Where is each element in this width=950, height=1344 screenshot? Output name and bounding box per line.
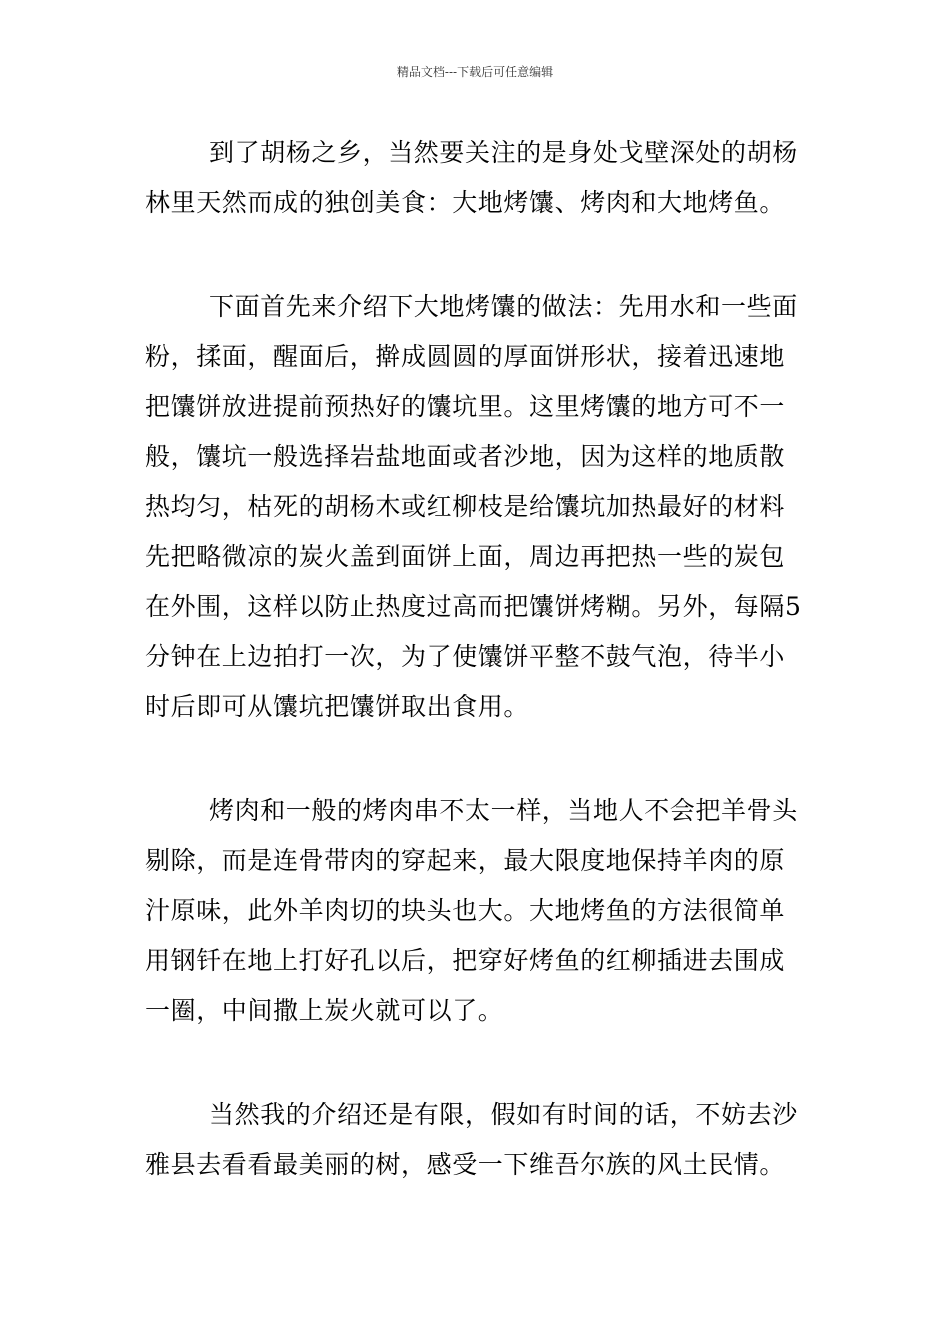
paragraph-line: 到了胡杨之乡，当然要关注的是身处戈壁深处的胡杨 [209,138,798,167]
paragraph-line: 下面首先来介绍下大地烤馕的做法：先用水和一些面 [209,292,798,321]
paragraph-line: 剔除，而是连骨带肉的穿起来，最大限度地保持羊肉的原 [145,846,786,875]
paragraph-line: 分钟在上边拍打一次，为了使馕饼平整不鼓气泡，待半小 [145,642,786,671]
paragraph-intro [145,128,807,228]
paragraph-line: 时后即可从馕坑把馕饼取出食用。 [145,692,530,721]
paragraph-line: 雅县去看看最美丽的树，感受一下维吾尔族的风土民情。 [145,1150,786,1179]
paragraph-line: 林里天然而成的独创美食：大地烤馕、烤肉和大地烤鱼。 [145,188,786,217]
paragraph-line: 粉，揉面，醒面后，擀成圆圆的厚面饼形状，接着迅速地 [145,342,786,371]
paragraph-line: 般，馕坑一般选择岩盐地面或者沙地，因为这样的地质散 [145,442,786,471]
paragraph-line: 热均匀，枯死的胡杨木或红柳枝是给馕坑加热最好的材料 [145,492,786,521]
paragraph-line: 把馕饼放进提前预热好的馕坑里。这里烤馕的地方可不一 [145,392,786,421]
paragraph-line: 汁原味，此外羊肉切的块头也大。大地烤鱼的方法很简单 [145,896,786,925]
paragraph-line: 用钢钎在地上打好孔以后，把穿好烤鱼的红柳插进去围成 [145,946,786,975]
paragraph-naan [145,282,807,732]
paragraph-meat-fish [145,786,807,1036]
paragraph-line: 烤肉和一般的烤肉串不太一样，当地人不会把羊骨头 [209,796,798,825]
paragraph-line: 先把略微凉的炭火盖到面饼上面，周边再把热一些的炭包 [145,542,786,571]
document-body [145,128,807,1244]
paragraph-conclusion [145,1090,807,1190]
paragraph-line: 在外围，这样以防止热度过高而把馕饼烤糊。另外，每隔5 [145,592,802,621]
paragraph-line: 一圈，中间撒上炭火就可以了。 [145,996,504,1025]
paragraph-line: 当然我的介绍还是有限，假如有时间的话，不妨去沙 [209,1100,798,1129]
page-header: 精品文档---下载后可任意编辑 [396,65,554,79]
